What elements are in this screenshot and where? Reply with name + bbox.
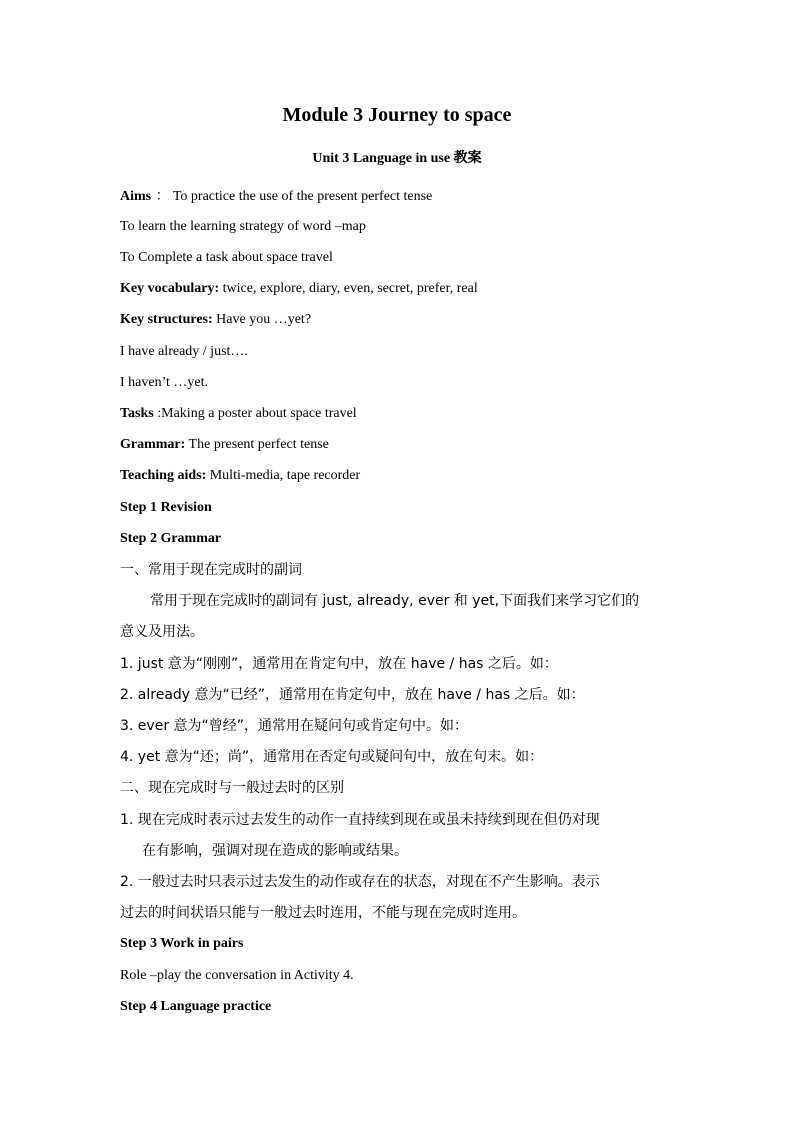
section1-heading: 一、常用于现在完成时的副词 bbox=[120, 562, 302, 578]
section2-heading: 二、现在完成时与一般过去时的区别 bbox=[120, 780, 344, 796]
tasks-text: :Making a poster about space travel bbox=[153, 406, 357, 421]
key-vocabulary-text: twice, explore, diary, even, secret, prefer, real bbox=[219, 281, 478, 296]
difference-item-1-line-2: 在有影响，强调对现在造成的影响或结果。 bbox=[142, 843, 408, 859]
key-structures-line bbox=[120, 310, 311, 330]
document-title: Module 3 Journey to space bbox=[282, 104, 512, 126]
step3-heading: Step 3 Work in pairs bbox=[120, 936, 244, 951]
aims-line-2: To learn the learning strategy of word –map bbox=[120, 219, 366, 234]
key-vocabulary-line bbox=[120, 279, 478, 299]
aims-line-3: To Complete a task about space travel bbox=[120, 250, 333, 265]
teaching-aids-text: Multi-media, tape recorder bbox=[206, 468, 361, 483]
key-structures-label: Key structures: bbox=[120, 312, 213, 327]
document-subtitle: Unit 3 Language in use 教案 bbox=[312, 151, 482, 166]
tasks-line bbox=[120, 404, 357, 424]
aims-label: Aims bbox=[120, 189, 152, 204]
key-structures-text: Have you …yet? bbox=[212, 312, 312, 327]
teaching-aids-label: Teaching aids: bbox=[120, 468, 207, 483]
adverb-item-yet: 4. yet 意为“还；尚”，通常用在否定句或疑问句中，放在句末。如： bbox=[120, 749, 544, 765]
aims-text: To practice the use of the present perfect tense bbox=[172, 189, 433, 204]
difference-item-2-line-2: 过去的时间状语只能与一般过去时连用，不能与现在完成时连用。 bbox=[120, 905, 526, 921]
difference-item-2-line-1: 2. 一般过去时只表示过去发生的动作或存在的状态，对现在不产生影响。表示 bbox=[120, 874, 600, 890]
teaching-aids-line bbox=[120, 466, 360, 486]
step3-text: Role –play the conversation in Activity 4. bbox=[120, 968, 354, 983]
grammar-line bbox=[120, 435, 329, 455]
step2-heading: Step 2 Grammar bbox=[120, 531, 222, 546]
step1-heading: Step 1 Revision bbox=[120, 500, 212, 515]
adverb-item-ever: 3. ever 意为“曾经”，通常用在疑问句或肯定句中。如： bbox=[120, 718, 469, 734]
key-vocabulary-label: Key vocabulary: bbox=[120, 281, 220, 296]
structure-line-3: I haven’t …yet. bbox=[120, 375, 208, 390]
adverb-item-already: 2. already 意为“已经”，通常用在肯定句中，放在 have / has 之后。如： bbox=[120, 687, 585, 703]
adverb-item-just: 1. just 意为“刚刚”，通常用在肯定句中，放在 have / has 之后。如： bbox=[120, 656, 558, 672]
difference-item-1-line-1: 1. 现在完成时表示过去发生的动作一直持续到现在或虽未持续到现在但仍对现 bbox=[120, 812, 600, 828]
grammar-label: Grammar: bbox=[120, 437, 186, 452]
tasks-label: Tasks bbox=[120, 406, 154, 421]
step4-heading: Step 4 Language practice bbox=[120, 999, 272, 1014]
section1-paragraph-line-1: 常用于现在完成时的副词有 just, already, ever 和 yet,下面我们来学习它们的 bbox=[150, 593, 640, 609]
aims-line bbox=[120, 186, 432, 207]
grammar-text: The present perfect tense bbox=[185, 437, 329, 452]
aims-separator: ： bbox=[151, 188, 170, 204]
structure-line-2: I have already / just…. bbox=[120, 344, 248, 359]
section1-paragraph-line-2: 意义及用法。 bbox=[120, 624, 204, 640]
